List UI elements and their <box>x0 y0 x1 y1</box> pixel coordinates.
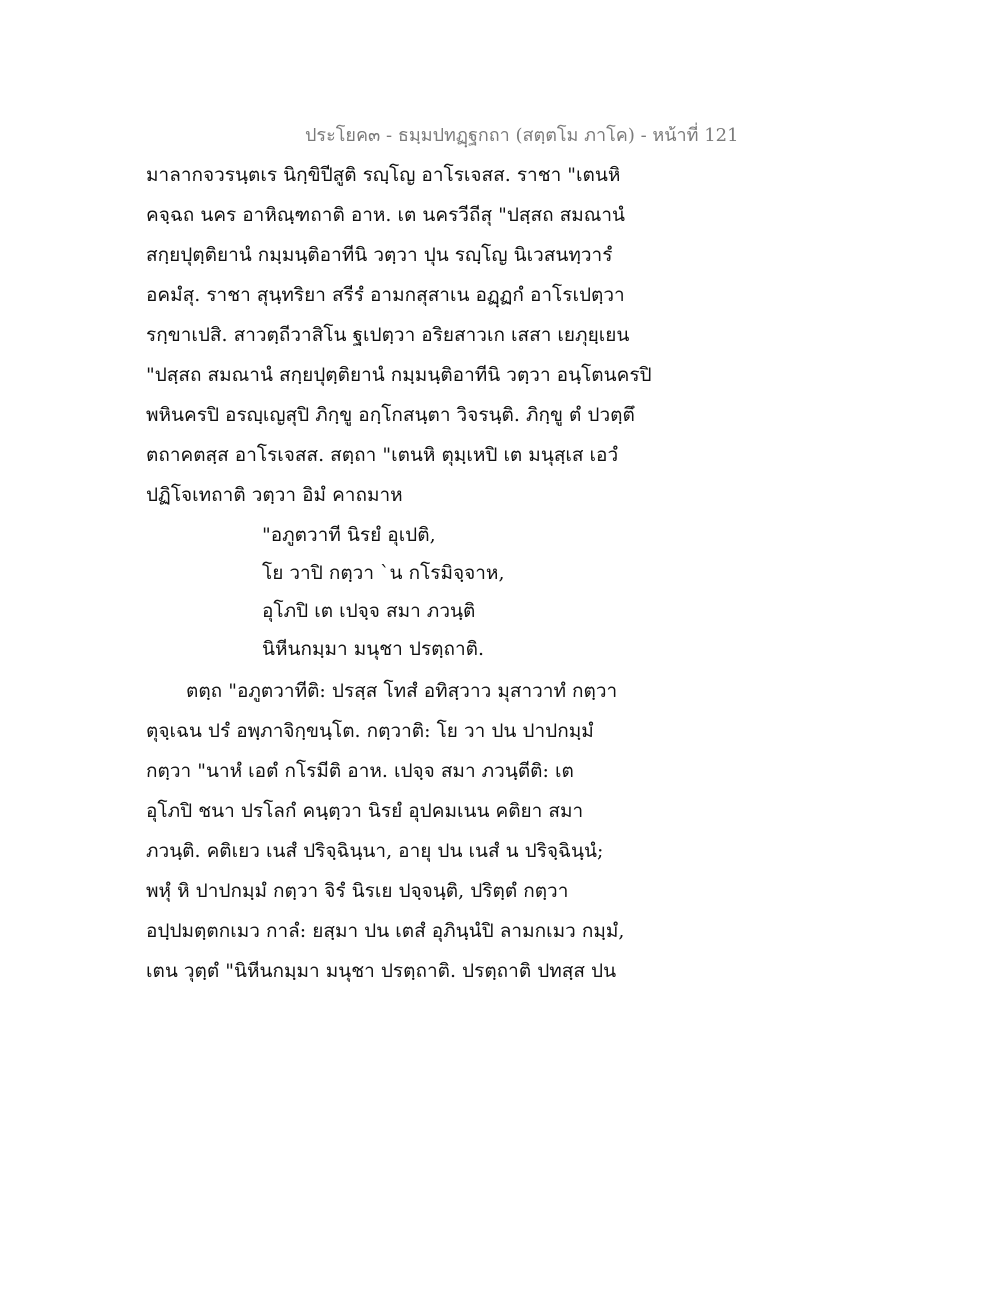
paragraph-2-line: อปฺปมตฺตกเมว กาลํ: ยสฺมา ปน เตสํ อุภินฺนํปิ ลามกเมว กมฺมํ, <box>146 920 625 942</box>
paragraph-2-line: เตน วุตฺตํ "นิหีนกมฺมา มนุชา ปรตฺถาติ. ปรตฺถาติ ปทสฺส ปน <box>146 960 617 982</box>
paragraph-1-line: สกฺยปุตฺติยานํ กมฺมนฺติอาทีนิ วตฺวา ปุน รญฺโญ นิเวสนทฺวารํ <box>146 244 613 266</box>
paragraph-2-line: ตตฺถ "อภูตวาทีติ: ปรสฺส โทสํ อทิสฺวาว มุสาวาทํ กตฺวา <box>186 680 618 702</box>
verse-line: นิหีนกมฺมา มนุชา ปรตฺถาติ. <box>262 638 485 660</box>
paragraph-1-line: พหินครปิ อรญฺเญสุปิ ภิกฺขู อกฺโกสนฺตา วิจรนฺติ. ภิกฺขู ตํ ปวตฺตึ <box>146 404 635 426</box>
paragraph-1-line: มาลากจวรนฺตเร นิกฺขิปีสูติ รญฺโญ อาโรเจสส. ราชา "เตนหิ <box>146 164 621 186</box>
paragraph-1-line: "ปสฺสถ สมณานํ สกฺยปุตฺติยานํ กมฺมนฺติอาทีนิ วตฺวา อนฺโตนครปิ <box>146 364 652 386</box>
verse-line: "อภูตวาที นิรยํ อุเปติ, <box>262 524 436 546</box>
paragraph-2-line: ภวนฺติ. คติเยว เนสํ ปริจฺฉินฺนา, อายุ ปน เนสํ น ปริจฺฉินฺนํ; <box>146 840 604 862</box>
paragraph-2-line: พหุํ หิ ปาปกมฺมํ กตฺวา จิรํ นิรเย ปจฺจนฺติ, ปริตฺตํ กตฺวา <box>146 880 569 902</box>
verse-line: โย วาปิ กตฺวา `น กโรมิจฺจาห, <box>262 562 505 584</box>
paragraph-1-line: คจฺฉถ นคร อาหิณฺฑถาติ อาห. เต นครวีถีสุ "ปสฺสถ สมณานํ <box>146 204 626 226</box>
paragraph-1-line: อคมํสุ. ราชา สุนฺทริยา สรีรํ อามกสุสาเน อฏฺฏกํ อาโรเปตฺวา <box>146 284 625 306</box>
paragraph-2-line: อุโภปิ ชนา ปรโลกํ คนฺตฺวา นิรยํ อุปคมเนน คติยา สมา <box>146 800 584 822</box>
paragraph-2-line: ตุจฺเฉน ปรํ อพฺภาจิกฺขนฺโต. กตฺวาติ: โย วา ปน ปาปกมฺมํ <box>146 720 594 742</box>
page-header: ประโยค๓ - ธมฺมปทฏฺฐกถา (สตฺตโม ภาโค) - หน้าที่ 121 <box>305 125 739 146</box>
paragraph-2-line: กตฺวา "นาหํ เอตํ กโรมีติ อาห. เปจฺจ สมา ภวนฺตีติ: เต <box>146 760 574 782</box>
paragraph-1-line: รกฺขาเปสิ. สาวตฺถีวาสิโน ฐเปตฺวา อริยสาวเก เสสา เยภุยฺเยน <box>146 324 630 346</box>
paragraph-1-line: ตถาคตสฺส อาโรเจสส. สตฺถา "เตนหิ ตุมฺเหปิ เต มนุสฺเส เอวํ <box>146 444 619 466</box>
verse-line: อุโภปิ เต เปจฺจ สมา ภวนฺติ <box>262 600 476 622</box>
paragraph-1-line: ปฏิโจเทถาติ วตฺวา อิมํ คาถมาห <box>146 484 403 506</box>
